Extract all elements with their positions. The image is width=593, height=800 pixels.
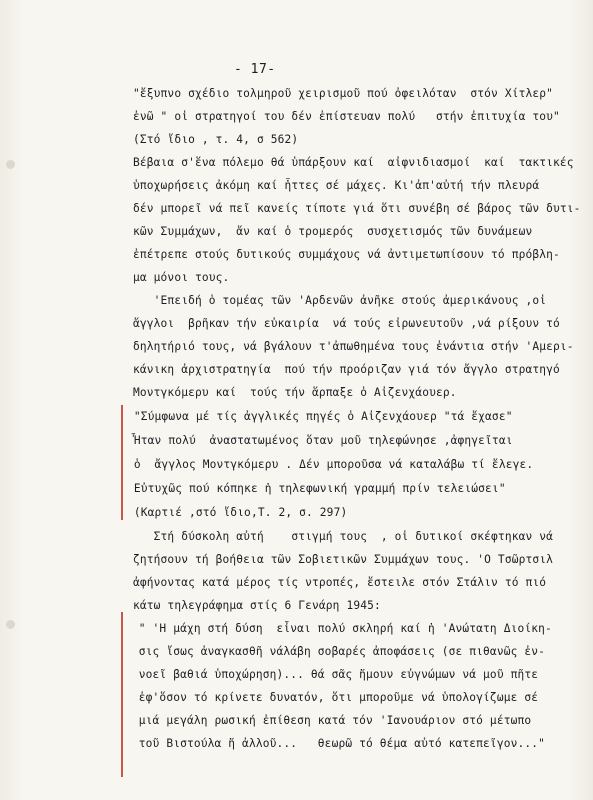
text-line: ζητήσουν τή βοήθεια τῶν Σοβιετικῶν Συμμάχων τους. 'Ο Τσῶρτσιλ [133, 553, 554, 566]
text-line: σις ἴσως ἀναγκασθῆ νάλάβη σοβαρές ἀποφάσεις (σε πιθανῶς ἐν- [125, 645, 546, 658]
punch-hole-top [6, 160, 15, 169]
punch-hole-bottom [6, 620, 15, 629]
text-line: ὑποχωρήσεις ἀκόμη καί ἧττες σέ μάχες. Κι'ἀπ'αὐτή τήν πλευρά [133, 179, 540, 192]
text-line: ὁ ἄγγλος Μοντγκόμερυ . Δέν μποροῦσα νά καταλάβω τί ἔλεγε. [127, 458, 534, 471]
text-line: κάτω τηλεγράφημα στίς 6 Γενάρη 1945: [133, 599, 381, 612]
quote-margin-mark-1 [121, 405, 123, 520]
text-line: κῶν Συμμάχων, ἄν καί ὁ τρομερός συσχετισμός τῶν δυνάμεων [133, 225, 533, 238]
text-line: " 'Η μάχη στή δύση εἶναι πολύ σκληρή καί ἡ 'Ανώτατη Διοίκη- [125, 622, 552, 635]
text-line: Ἦταν πολύ ἀναστατωμένος ὅταν μοῦ τηλεφώνησε ,ἀφηγεῖται [127, 434, 513, 447]
text-line: δέν μπορεῖ νά πεῖ κανείς τίποτε γιά ὅτι συνέβη σέ βάρος τῶν δυτι- [133, 202, 581, 215]
text-line: ἐνῶ " οἱ στρατηγοί του δέν ἐπίστευαν πολύ στήν ἐπιτυχία του" [133, 110, 560, 123]
text-line: ἐπέτρεπε στούς δυτικούς συμμάχους νά ἀντιμετωπίσουν τό πρόβλη- [133, 248, 560, 261]
text-line: 'Επειδή ὁ τομέας τῶν 'Αρδενῶν ἀνῆκε στούς ἀμερικάνους ,οἱ [133, 294, 547, 307]
text-line: ἀφήνοντας κατά μέρος τίς ντροπές, ἔστειλε στόν Στάλιν τό πιό [133, 576, 547, 589]
quote-margin-mark-2 [121, 612, 123, 777]
text-line: ἐφ'ὅσον τό κρίνετε δυνατόν, ὅτι μποροῦμε νά ὑπολογίζωμε σέ [125, 691, 539, 704]
text-line: "Σύμφωνα μέ τίς ἀγγλικές πηγές ὁ Αἰζενχάουερ "τά ἔχασε" [127, 410, 513, 423]
text-line: μιά μεγάλη ρωσική ἐπίθεση κατά τόν 'Ιανουάριον στό μέτωπο [125, 714, 532, 727]
text-line: (Καρτιέ ,στό ἴδιο,Τ. 2, σ. 297) [127, 506, 348, 519]
text-line: νοεῖ βαθιά ὑποχώρηση)... θά σᾶς ἤμουν εὐγνώμων νά μοῦ πῆτε [125, 668, 539, 681]
text-line: (Στό ἴδιο , τ. 4, σ 562) [133, 133, 299, 146]
page-number: - 17- [234, 62, 276, 77]
text-line: κάνικη ἀρχιστρατηγία πού τήν προόριζαν γιά τόν ἄγγλο στρατηγό [133, 363, 560, 376]
text-line: τοῦ Βιστούλα ἤ ἀλλοῦ... θεωρῶ τό θέμα αὐτό κατεπεῖγον..." [125, 737, 546, 750]
text-line: δηλητήριό τους, νά βγάλουν τ'ἀπωθημένα τους ἐνάντια στήν 'Αμερι- [133, 340, 574, 353]
text-line: "ἔξυπνο σχέδιο τολμηροῦ χειρισμοῦ πού ὀφειλόταν στόν Χίτλερ" [133, 87, 554, 100]
text-line: Εὐτυχῶς πού κόπηκε ἡ τηλεφωνική γραμμή πρίν τελειώσει" [127, 482, 506, 495]
text-line: Μοντγκόμερυ καί τούς τήν ἅρπαξε ὁ Αἰζενχάουερ. [133, 386, 457, 399]
text-line: Βέβαια σ'ἕνα πόλεμο θά ὑπάρξουν καί αἰφνιδιασμοί καί τακτικές [133, 156, 574, 169]
text-line: μα μόνοι τους. [133, 271, 230, 284]
text-line: Στή δύσκολη αὐτή στιγμή τους , οἱ δυτικοί σκέφτηκαν νά [133, 530, 554, 543]
text-line: ἄγγλοι βρῆκαν τήν εὐκαιρία νά τούς εἰρωνευτοῦν ,νά ρίξουν τό [133, 317, 560, 330]
